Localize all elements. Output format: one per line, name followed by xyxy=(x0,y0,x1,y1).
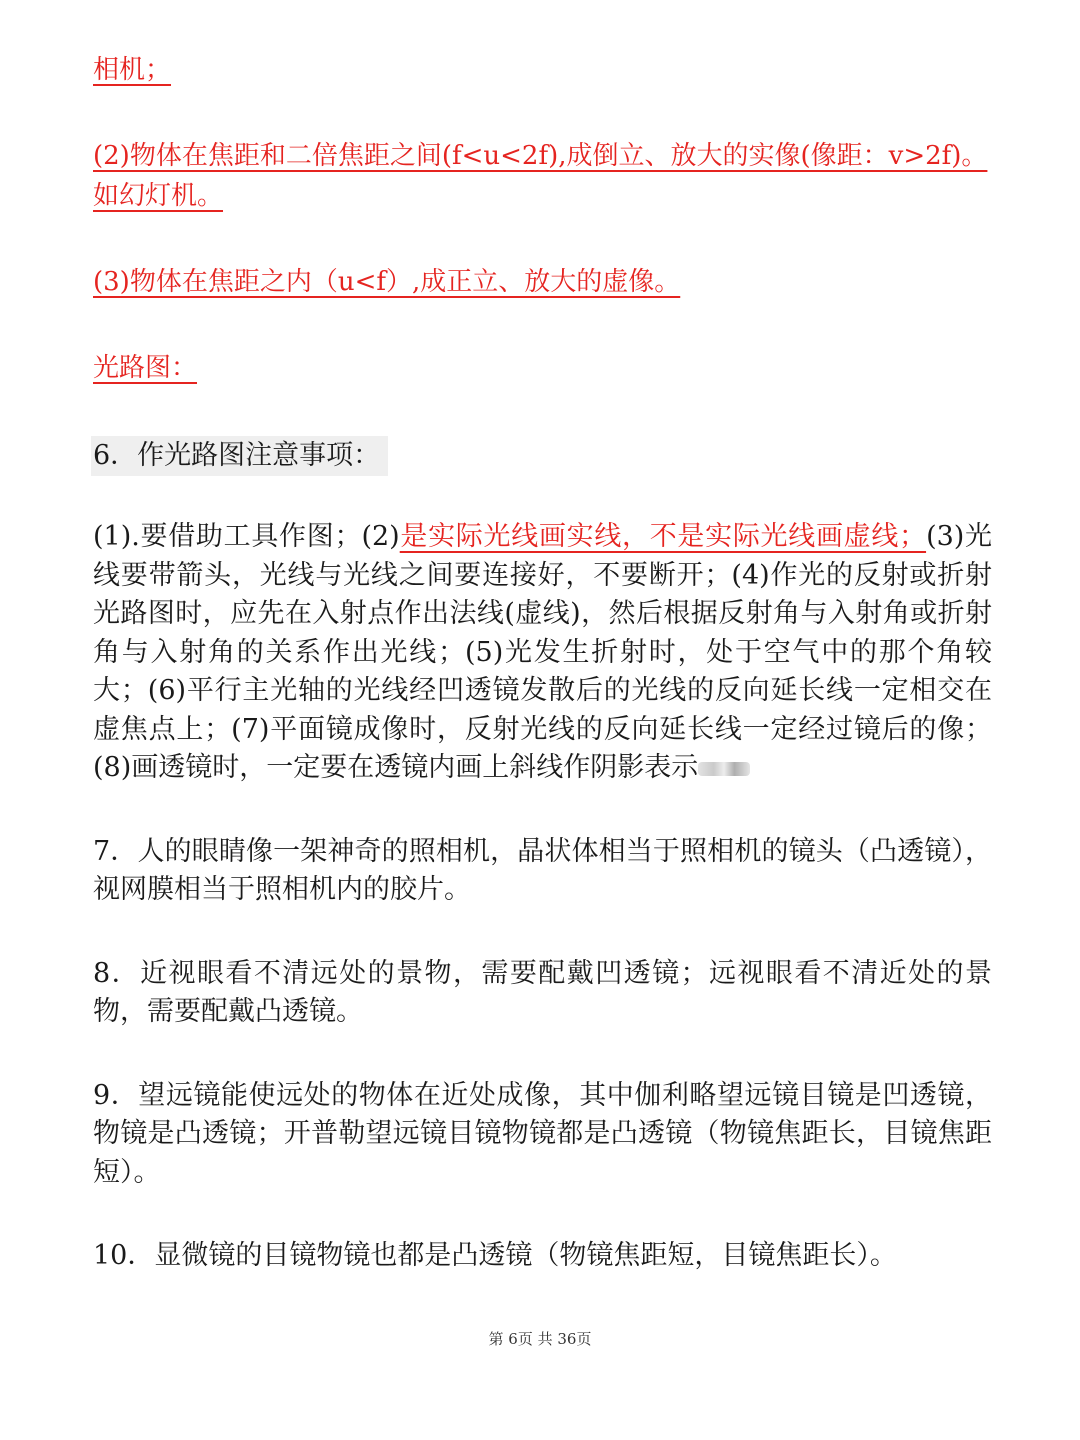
red-note-virtual-image xyxy=(93,264,992,300)
red-text-slide-projector-1: (2)物体在焦距和二倍焦距之间(f<u<2f),成倒立、放大的实像(像距：v>2f)。 xyxy=(93,141,988,171)
paragraph-10: 10．显微镜的目镜物镜也都是凸透镜（物镜焦距短，目镜焦距长）。 xyxy=(93,1240,897,1271)
heading-6: 6．作光路图注意事项： xyxy=(91,436,388,476)
red-text-camera: 相机； xyxy=(93,55,172,85)
red-text-light-path: 光路图： xyxy=(93,353,198,383)
paragraph-7: 7．人的眼睛像一架神奇的照相机，晶状体相当于照相机的镜头（凸透镜），视网膜相当于照相机内的胶片。 xyxy=(93,835,992,905)
red-note-light-path xyxy=(93,350,992,386)
red-note-slide-projector-2 xyxy=(93,178,992,214)
paragraph-6 xyxy=(93,518,992,788)
red-note-slide-projector xyxy=(93,138,992,174)
paragraph-8: 8．近视眼看不清远处的景物，需要配戴凹透镜；远视眼看不清近处的景物，需要配戴凸透镜。 xyxy=(93,957,992,1027)
paragraph-9: 9．望远镜能使远处的物体在近处成像，其中伽利略望远镜目镜是凹透镜，物镜是凸透镜；开普勒望远镜目镜物镜都是凸透镜（物镜焦距长，目镜焦距短）。 xyxy=(93,1079,992,1188)
heading-6-row xyxy=(93,436,992,476)
red-note-camera xyxy=(93,52,992,88)
smudge-mark xyxy=(698,762,750,776)
p6-start: (1).要借助工具作图；(2) xyxy=(93,521,400,552)
p6-rest: (3)光线要带箭头，光线与光线之间要连接好，不要断开；(4)作光的反射或折射光路图时，应先在入射点作出法线(虚线)，然后根据反射角与入射角或折射角与入射角的关系作出光线；(5)光发生折射时，处于空气中的那个角较大；(6)平行主光轴的光线经凹透镜发散后的光线的反向延长线一定相交在虚焦点上；(7)平面镜成像时，反射光线的反向延长线一定经过镜后的像；(8)画透镜时，一定要在透镜内画上斜线作阴影表示 xyxy=(93,521,993,783)
red-text-slide-projector-2: 如幻灯机。 xyxy=(93,181,224,211)
page-footer: 第 6页 共 36页 xyxy=(488,1330,592,1348)
p6-red: 是实际光线画实线，不是实际光线画虚线； xyxy=(399,521,927,552)
red-text-virtual-image: (3)物体在焦距之内（u<f）,成正立、放大的虚像。 xyxy=(93,267,681,297)
